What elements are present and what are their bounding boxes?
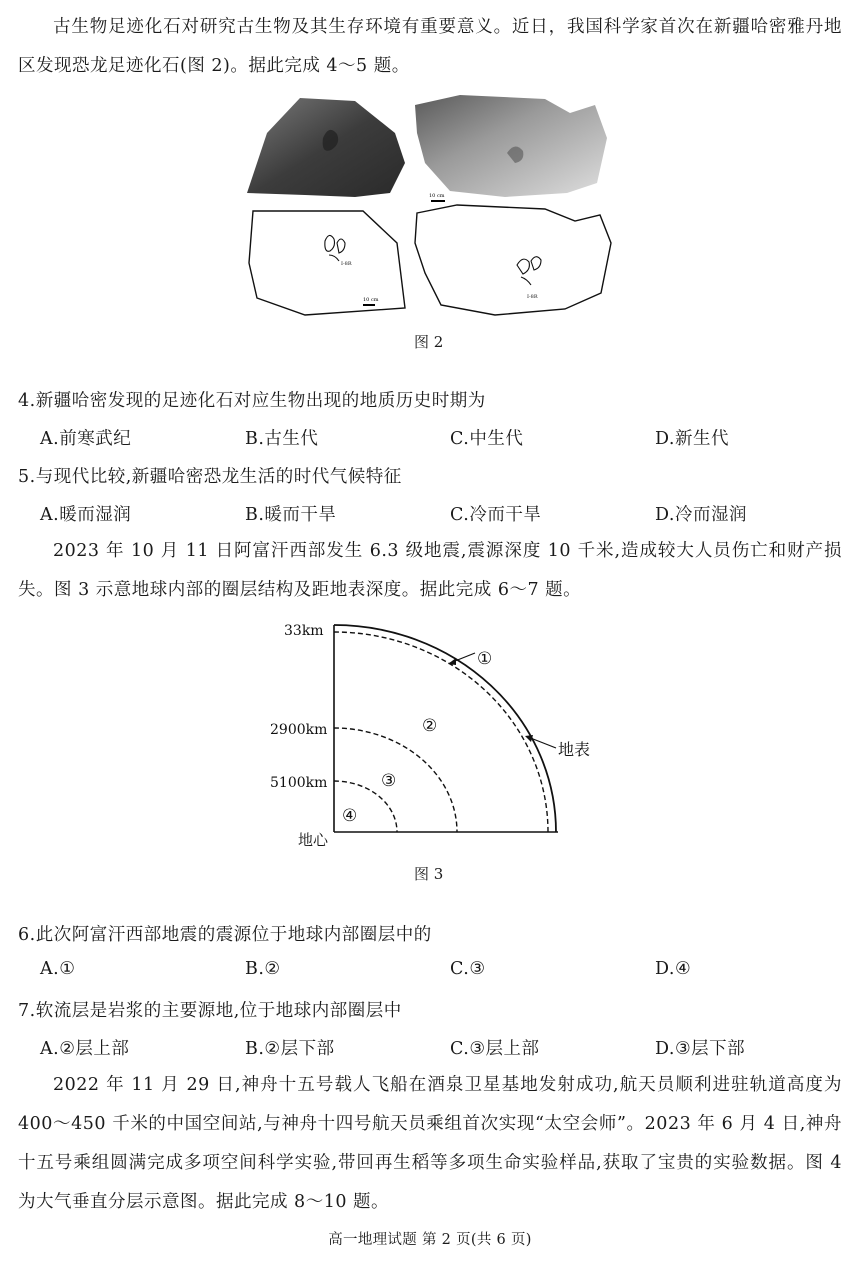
- q4-option-d: D.新生代: [655, 429, 729, 449]
- intro-fossil-paragraph: 古生物足迹化石对研究古生物及其生存环境有重要意义。近日，我国科学家首次在新疆哈密雅丹地区发现恐龙足迹化石(图 2)。据此完成 4～5 题。: [18, 17, 842, 76]
- page-footer: 高一地理试题 第 2 页(共 6 页): [328, 1232, 532, 1248]
- fossil-tracing-left: [249, 211, 405, 315]
- question-5-stem: 5.与现代比较,新疆哈密恐龙生活的时代气候特征: [18, 467, 402, 487]
- layer-mark-3: ③: [381, 771, 397, 791]
- figure-3-caption: 图 3: [414, 865, 444, 883]
- depth-label-5100km: 5100km: [270, 775, 328, 791]
- track-label-right: I-8R: [527, 294, 538, 300]
- q5-option-d: D.冷而湿润: [655, 505, 747, 525]
- q4-option-b: B.古生代: [245, 429, 319, 449]
- surface-arc: [334, 625, 556, 832]
- question-7-stem: 7.软流层是岩浆的主要源地,位于地球内部圈层中: [18, 1001, 402, 1021]
- depth-label-2900km: 2900km: [270, 722, 328, 738]
- scale-label-bottom-left: 10 cm: [363, 297, 379, 303]
- intro-quake-paragraph: 2023 年 10 月 11 日阿富汗西部发生 6.3 级地震,震源深度 10 千米,造成较大人员伤亡和财产损失。图 3 示意地球内部的圈层结构及距地表深度。据此完成 6～7 题。: [18, 541, 842, 600]
- figure-2: [245, 93, 615, 321]
- earth-center-label: 地心: [298, 831, 329, 849]
- figure-3: [270, 615, 610, 855]
- question-4-stem: 4.新疆哈密发现的足迹化石对应生物出现的地质历史时期为: [18, 391, 486, 411]
- depth-label-33km: 33km: [284, 623, 324, 639]
- q6-option-c: C.③: [450, 959, 486, 979]
- layer-mark-2: ②: [422, 716, 438, 736]
- fossil-figure-graphic: [245, 93, 615, 321]
- earth-interior-diagram: [270, 615, 610, 855]
- question-6-stem: 6.此次阿富汗西部地震的震源位于地球内部圈层中的: [18, 925, 432, 945]
- fossil-tracing-right: [415, 205, 611, 315]
- q5-option-b: B.暖而干旱: [245, 505, 337, 525]
- q7-option-a: A.②层上部: [40, 1039, 130, 1059]
- layer-mark-1: ①: [477, 649, 493, 669]
- q7-option-d: D.③层下部: [655, 1039, 746, 1059]
- q4-option-a: A.前寒武纪: [40, 429, 132, 449]
- layer-mark-4: ④: [342, 806, 358, 826]
- figure-2-caption: 图 2: [414, 333, 444, 351]
- q7-option-c: C.③层上部: [450, 1039, 540, 1059]
- q5-option-c: C.冷而干旱: [450, 505, 542, 525]
- q7-option-b: B.②层下部: [245, 1039, 335, 1059]
- q6-option-a: A.①: [40, 959, 76, 979]
- scale-label-top: 10 cm: [429, 193, 445, 199]
- q6-option-b: B.②: [245, 959, 281, 979]
- q5-option-a: A.暖而湿润: [40, 505, 132, 525]
- surface-label: 地表: [558, 740, 591, 759]
- q6-option-d: D.④: [655, 959, 692, 979]
- intro-space-paragraph: 2022 年 11 月 29 日,神舟十五号载人飞船在酒泉卫星基地发射成功,航天员顺利进驻轨道高度为 400～450 千米的中国空间站,与神舟十四号航天员乘组首次实现“太空会师”。2023 年 6 月 4 日,神舟十五号乘组圆满完成多项空间科学实验,带回再生稻等多项生命实验样品,获取了宝贵的实验数据。图 4 为大气垂直分层示意图。据此完成 8～10 题。: [18, 1075, 842, 1212]
- track-label-left: I-8R: [341, 261, 352, 267]
- q4-option-c: C.中生代: [450, 429, 524, 449]
- fossil-photo-right: [415, 95, 607, 197]
